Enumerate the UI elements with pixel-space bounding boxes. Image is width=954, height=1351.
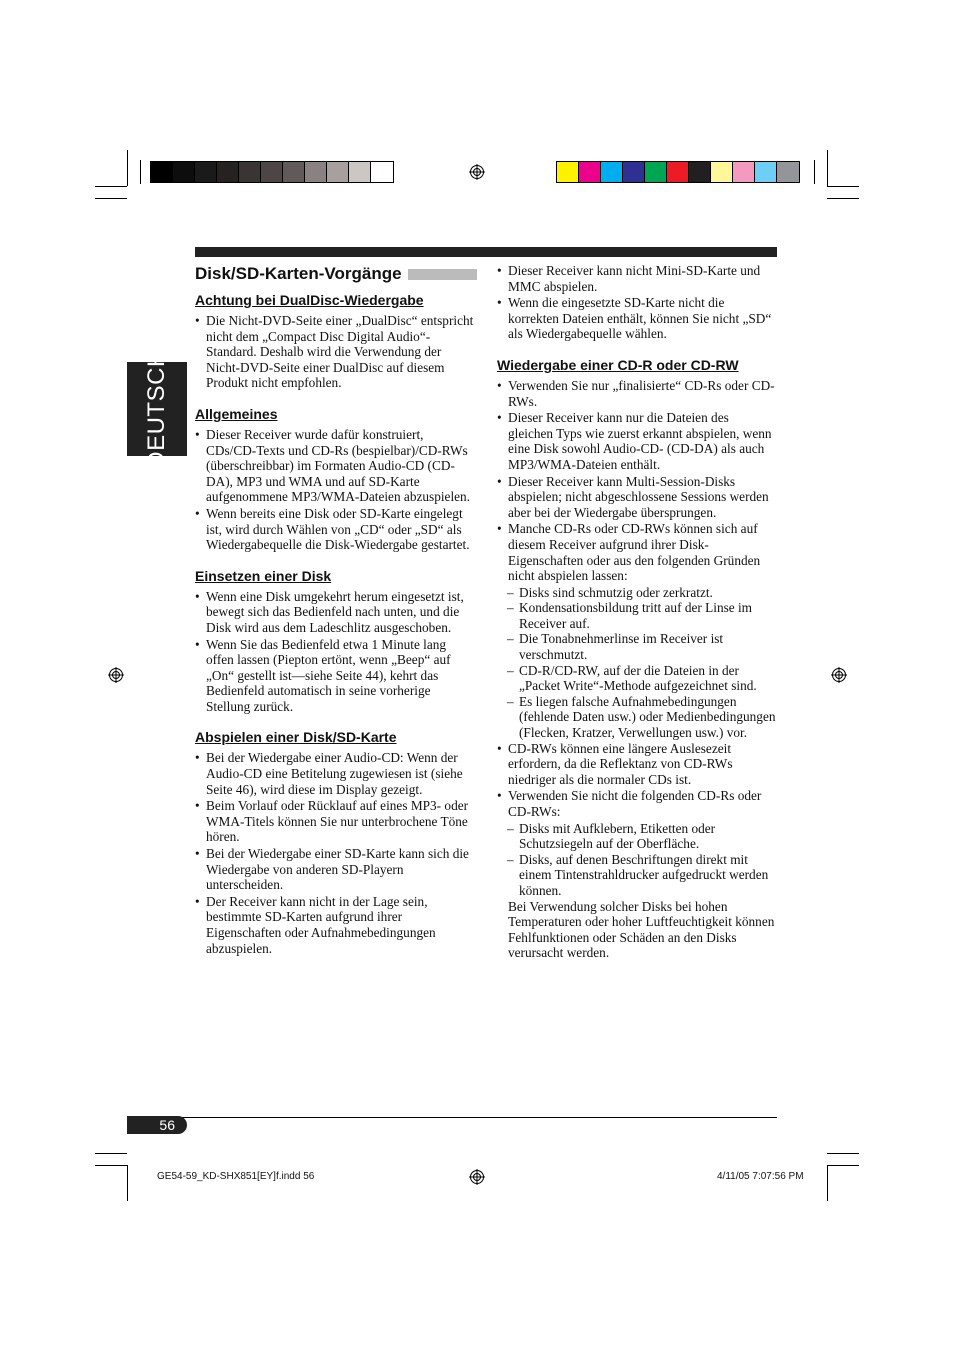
list-item: • Beim Vorlauf oder Rücklauf auf eines MP3- oder WMA-Titels können Sie nur unterbrochene Töne hören. [195, 798, 477, 845]
registration-mark-icon [469, 164, 485, 180]
closing-note: Bei Verwendung solcher Disks bei hohen Temperaturen oder hoher Luftfeuchtigkeit können Fehlfunktionen oder Schäden an den Disks verursacht werden. [508, 898, 775, 961]
color-swatch [261, 162, 283, 182]
list-item: • Wenn Sie das Bedienfeld etwa 1 Minute lang offen lassen (Piepton ertönt, wenn „Beep“ auf „On“ gestellt ist—siehe Seite 44), kehrt das Bedienfeld automatisch in seine vorherige Stellung zurück. [195, 637, 477, 715]
reason-item: – Kondensationsbildung tritt auf der Linse im Receiver auf. [497, 600, 777, 631]
page-number: 56 [159, 1117, 175, 1133]
color-swatch [733, 162, 755, 182]
list-item: • Verwenden Sie nicht die folgenden CD-Rs oder CD-RWs: [497, 788, 777, 819]
color-swatch [305, 162, 327, 182]
color-swatch [667, 162, 689, 182]
list-item: • Der Receiver kann nicht in der Lage sein, bestimmte SD-Karten aufgrund ihrer Eigenschaften oder Aufnahmebedingungen abzuspielen. [195, 894, 477, 956]
list-item: • CD-RWs können eine längere Auslesezeit erfordern, da die Reflektanz von CD-RWs niedriger als die normaler CDs ist. [497, 741, 777, 788]
color-swatch [173, 162, 195, 182]
list-item: • Die Nicht-DVD-Seite einer „DualDisc“ entspricht nicht dem „Compact Disc Digital Audio“-Standard. Deshalb wird die Verwendung der Nicht-DVD-Seite einer DualDisc auf diesem Produkt nicht empfohlen. [195, 313, 477, 391]
list-item: • Wenn bereits eine Disk oder SD-Karte eingelegt ist, wird durch Wählen von „CD“ oder „SD“ als Wiedergabequelle die Disk-Wiedergabe gestartet. [195, 506, 477, 553]
color-calibration-bar [556, 161, 800, 183]
heading-insert-disc: Einsetzen einer Disk [195, 567, 332, 584]
heading-general: Allgemeines [195, 405, 278, 422]
title-bar [408, 269, 477, 280]
reason-item: – Die Tonabnehmerlinse im Receiver ist verschmutzt. [497, 631, 777, 662]
list-item: • Dieser Receiver kann nicht Mini-SD-Karte und MMC abspielen. [497, 263, 777, 294]
heading-dualdisc: Achtung bei DualDisc-Wiedergabe [195, 292, 424, 308]
list-item: • Manche CD-Rs oder CD-RWs können sich auf diesem Receiver aufgrund ihrer Disk-Eigenschaften oder aus den folgenden Gründen nicht abspielen lassen: [497, 521, 777, 583]
heading-play-disc: Abspielen einer Disk/SD-Karte [195, 729, 397, 746]
list-dualdisc [195, 313, 477, 391]
color-swatch [579, 162, 601, 182]
registration-mark-icon [108, 667, 124, 683]
color-swatch [349, 162, 371, 182]
heading-cdr: Wiedergabe einer CD-R oder CD-RW [497, 356, 739, 373]
reason-item: – Es liegen falsche Aufnahmebedingungen (fehlende Daten usw.) oder Medienbedingungen (Flecken, Kratzer, Verwellungen usw.) vor. [497, 694, 777, 741]
registration-mark-icon [469, 1169, 485, 1185]
color-swatch [217, 162, 239, 182]
list-play-disc [195, 750, 477, 956]
color-swatch [755, 162, 777, 182]
footer-rule [127, 1117, 777, 1118]
list-item: • Dieser Receiver kann nur die Dateien des gleichen Typs wie zuerst erkannt abspielen, wenn eine Disk sowohl Audio-CD- (CD-DA) als auch MP3/WMA-Dateien enthält. [497, 410, 777, 472]
page-number-tab [127, 1116, 187, 1134]
footer-timestamp: 4/11/05 7:07:56 PM [717, 1171, 804, 1182]
gray-calibration-bar [150, 161, 394, 183]
list-item: • Wenn die eingesetzte SD-Karte nicht die korrekten Dateien enthält, können Sie nicht „SD“ als Wiedergabequelle wählen. [497, 295, 777, 342]
color-swatch [557, 162, 579, 182]
reason-item: – CD-R/CD-RW, auf der die Dateien in der „Packet Write“-Methode aufgezeichnet sind. [497, 663, 777, 694]
color-swatch [777, 162, 799, 182]
list-insert-disc [195, 589, 477, 715]
left-column [195, 263, 477, 957]
registration-mark-icon [831, 667, 847, 683]
list-cdrw [497, 741, 777, 820]
color-swatch [601, 162, 623, 182]
list-item: • Dieser Receiver wurde dafür konstruiert, CDs/CD-Texts und CD-Rs (bespielbar)/CD-RWs (überschreibbar) im Formaten Audio-CD (CD-DA), MP3 und WMA und auf SD-Karte aufgenommene MP3/WMA-Dateien abzuspielen. [195, 427, 477, 505]
color-swatch [689, 162, 711, 182]
list-cdr [497, 378, 777, 584]
avoid-item: – Disks mit Aufklebern, Etiketten oder Schutzsiegeln auf der Oberfläche. [497, 821, 777, 852]
language-label: DEUTSCH [143, 349, 170, 469]
color-swatch [151, 162, 173, 182]
list-item: • Verwenden Sie nur „finalisierte“ CD-Rs oder CD-RWs. [497, 378, 777, 409]
color-swatch [711, 162, 733, 182]
list-item: • Bei der Wiedergabe einer SD-Karte kann sich die Wiedergabe von anderen SD-Playern unterscheiden. [195, 846, 477, 893]
header-rule [195, 247, 777, 257]
right-column [497, 263, 777, 961]
color-swatch [623, 162, 645, 182]
list-item: • Dieser Receiver kann Multi-Session-Disks abspielen; nicht abgeschlossene Sessions werden aber bei der Wiedergabe übersprungen. [497, 474, 777, 521]
color-swatch [283, 162, 305, 182]
color-swatch [645, 162, 667, 182]
color-swatch [371, 162, 393, 182]
section-title: Disk/SD-Karten-Vorgänge [195, 263, 477, 285]
color-swatch [239, 162, 261, 182]
list-item: • Wenn eine Disk umgekehrt herum eingesetzt ist, bewegt sich das Bedienfeld nach unten, und die Disk wird aus dem Ladeschlitz ausgeschoben. [195, 589, 477, 636]
color-swatch [195, 162, 217, 182]
color-swatch [327, 162, 349, 182]
footer-file-info: GE54-59_KD-SHX851[EY]f.indd 56 [157, 1171, 315, 1182]
list-general [195, 427, 477, 553]
list-item: • Bei der Wiedergabe einer Audio-CD: Wenn der Audio-CD eine Betitelung zugewiesen ist (siehe Seite 46), wird diese im Display gezeigt. [195, 750, 477, 797]
list-sd-notes [497, 263, 777, 342]
reason-item: – Disks sind schmutzig oder zerkratzt. [497, 585, 777, 601]
avoid-item: – Disks, auf denen Beschriftungen direkt mit einem Tintenstrahldrucker aufgedruckt werden können. [497, 852, 777, 899]
